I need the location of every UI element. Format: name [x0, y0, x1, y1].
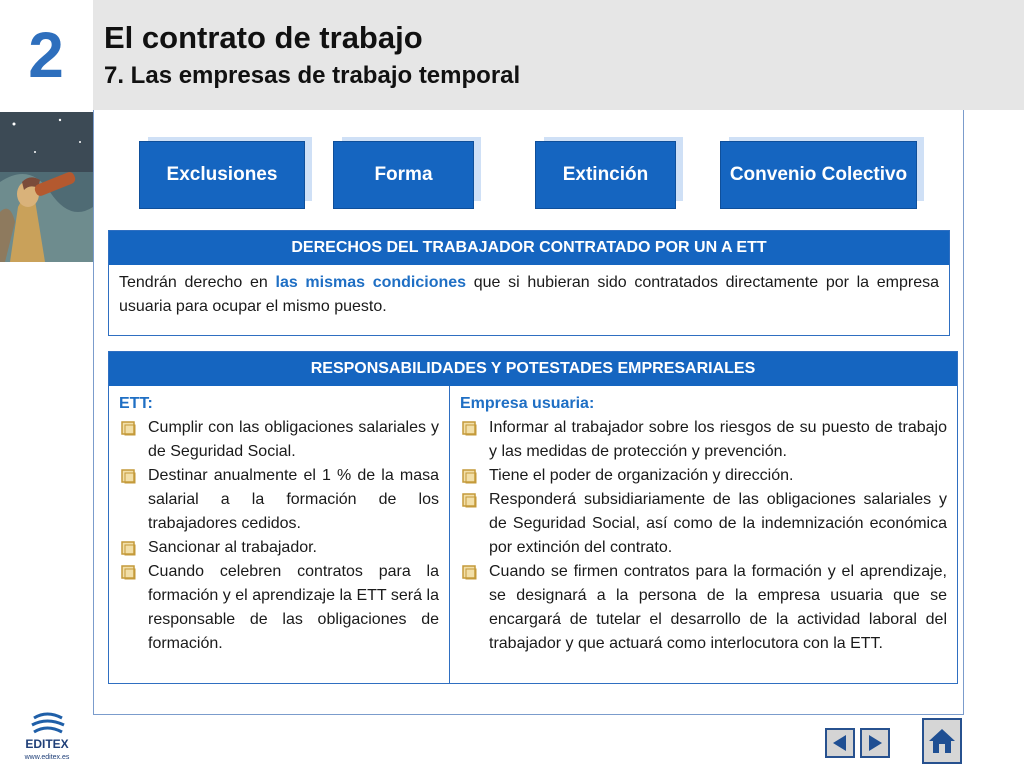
rights-box-header: DERECHOS DEL TRABAJADOR CONTRATADO POR UN A ETT — [109, 231, 949, 265]
checkbox-bullet-icon — [121, 565, 136, 580]
tab-extincion[interactable]: Extinción — [535, 141, 676, 209]
empresa-usuaria-title: Empresa usuaria: — [460, 395, 595, 412]
checkbox-bullet-icon — [462, 565, 477, 580]
rights-box — [108, 230, 950, 336]
tab-convenio-colectivo[interactable]: Convenio Colectivo — [720, 141, 917, 209]
arrow-right-icon — [865, 733, 885, 753]
list-item: Informar al trabajador sobre los riesgos de su puesto de trabajo y las medidas de protección y prevención. — [460, 416, 947, 464]
empresa-usuaria-column — [450, 386, 957, 683]
checkbox-bullet-icon — [121, 469, 136, 484]
home-button[interactable] — [922, 718, 962, 764]
arrow-left-icon — [830, 733, 850, 753]
ett-title: ETT: — [119, 395, 153, 412]
list-item: Destinar anualmente el 1 % de la masa salarial a la formación de los trabajadores cedidos. — [119, 464, 439, 536]
next-button[interactable] — [860, 728, 890, 758]
checkbox-bullet-icon — [462, 493, 477, 508]
list-item: Cuando se firmen contratos para la formación y el aprendizaje, se designará a la persona de la empresa usuaria que se encargará de tutelar el desarrollo de la actividad laboral del trabajador y que actuará como interlocutora con la ETT. — [460, 560, 947, 656]
editex-logo — [18, 712, 76, 762]
rights-box-text — [109, 265, 949, 325]
list-item: Sancionar al trabajador. — [119, 536, 439, 560]
home-icon — [927, 726, 957, 756]
rights-text-start: Tendrán derecho en — [119, 274, 276, 291]
logo-name: EDITEX — [25, 737, 69, 751]
ett-list — [119, 416, 439, 656]
astronomer-illustration — [0, 112, 93, 262]
checkbox-bullet-icon — [121, 541, 136, 556]
checkbox-bullet-icon — [462, 469, 477, 484]
responsibilities-box-header: RESPONSABILIDADES Y POTESTADES EMPRESARIALES — [109, 352, 957, 386]
list-item: Responderá subsidiariamente de las obligaciones salariales y de Seguridad Social, así como de la indemnización económica por extinción del contrato. — [460, 488, 947, 560]
chapter-number: 2 — [28, 19, 64, 91]
page-subtitle: 7. Las empresas de trabajo temporal — [104, 62, 521, 89]
tab-forma[interactable]: Forma — [333, 141, 474, 209]
responsibilities-box — [108, 351, 958, 684]
rights-text-end: que si hubieran sido contratados directamente por la empresa usuaria para ocupar el mismo puesto. — [119, 274, 940, 315]
list-item: Cuando celebren contratos para la formación y el aprendizaje la ETT será la responsable de las obligaciones de formación. — [119, 560, 439, 656]
list-item: Tiene el poder de organización y dirección. — [460, 464, 947, 488]
logo-url: www.editex.es — [24, 754, 70, 761]
ett-column — [109, 386, 450, 683]
page-title: El contrato de trabajo — [104, 20, 423, 55]
empresa-usuaria-list — [460, 416, 947, 656]
rights-text-highlight: las mismas condiciones — [275, 274, 467, 291]
tab-exclusiones[interactable]: Exclusiones — [139, 141, 305, 209]
list-item: Cumplir con las obligaciones salariales y de Seguridad Social. — [119, 416, 439, 464]
checkbox-bullet-icon — [462, 421, 477, 436]
checkbox-bullet-icon — [121, 421, 136, 436]
previous-button[interactable] — [825, 728, 855, 758]
editex-logo-icon — [18, 712, 76, 762]
